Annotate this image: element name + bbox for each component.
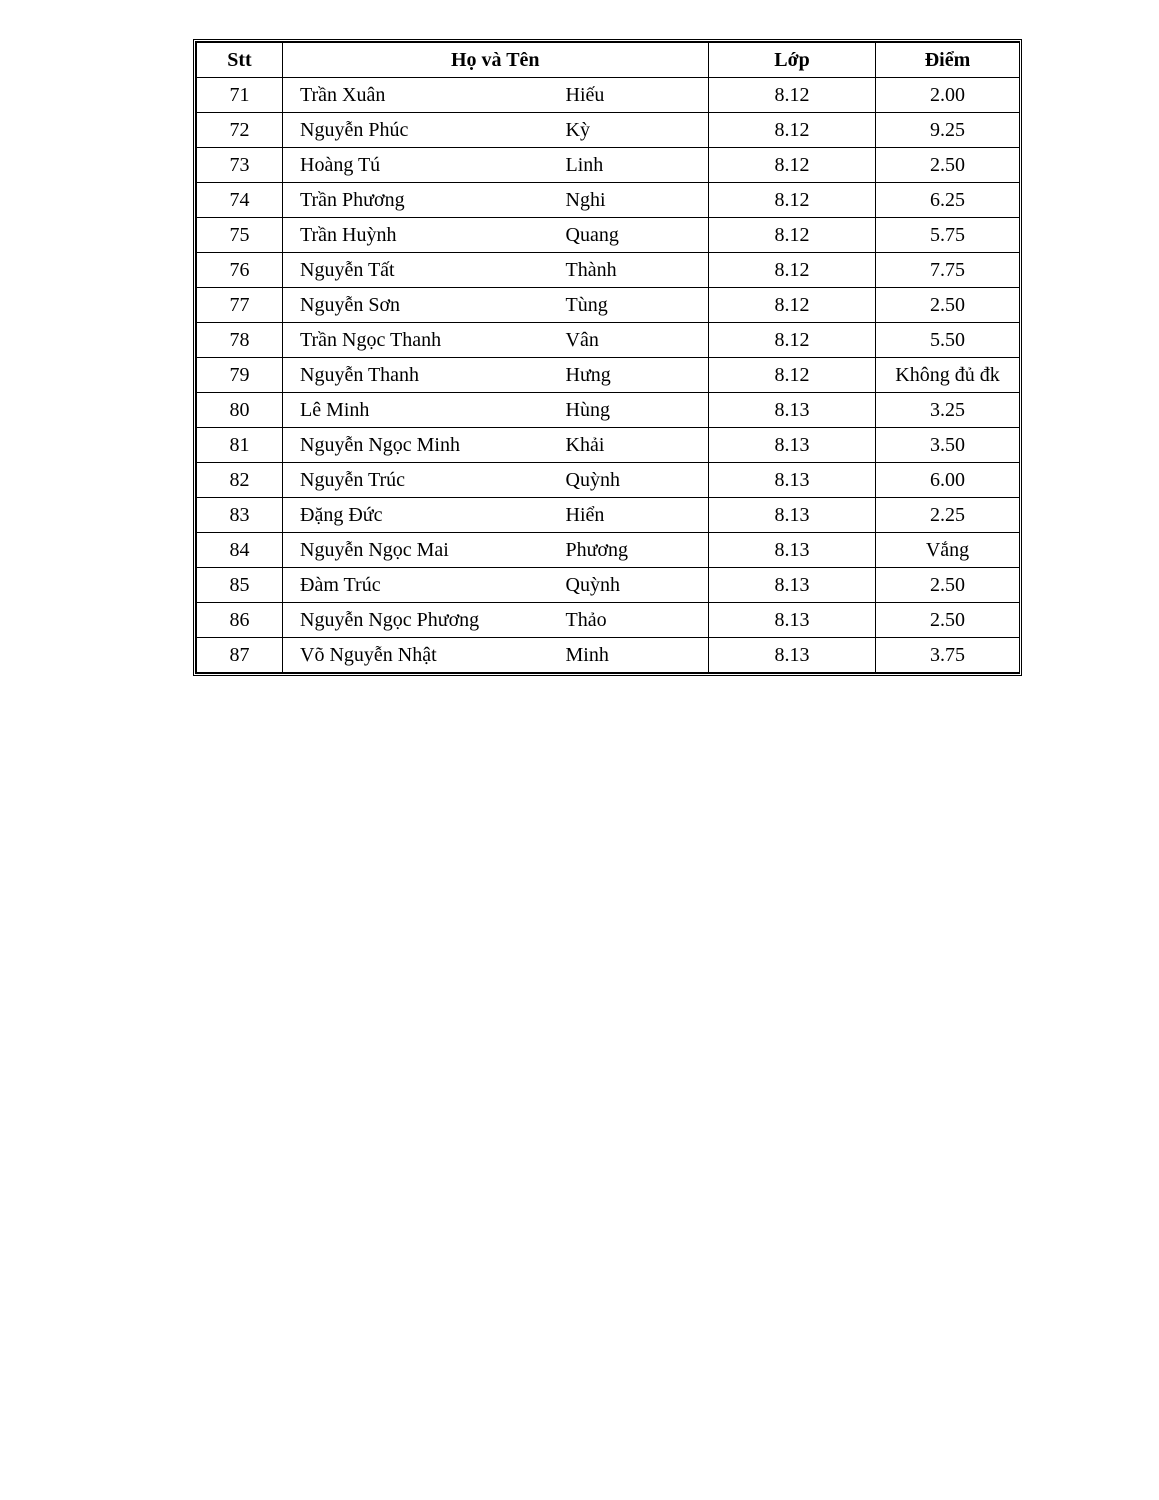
cell-surname: Trần Huỳnh: [283, 218, 549, 253]
table-row: [197, 533, 1020, 568]
cell-surname: Nguyễn Tất: [283, 253, 549, 288]
cell-stt: 71: [197, 78, 283, 113]
cell-score: 5.50: [876, 323, 1020, 358]
cell-score: 2.50: [876, 148, 1020, 183]
cell-stt: 77: [197, 288, 283, 323]
cell-score: 3.50: [876, 428, 1020, 463]
cell-surname: Võ Nguyễn Nhật: [283, 638, 549, 673]
score-table-frame: [193, 39, 1022, 676]
cell-class: 8.12: [709, 358, 876, 393]
cell-class: 8.13: [709, 498, 876, 533]
table-row: [197, 603, 1020, 638]
cell-score: 9.25: [876, 113, 1020, 148]
cell-given-name: Quỳnh: [549, 463, 709, 498]
cell-score: 2.50: [876, 568, 1020, 603]
cell-stt: 79: [197, 358, 283, 393]
table-body: [197, 78, 1020, 673]
cell-score: 3.25: [876, 393, 1020, 428]
cell-stt: 85: [197, 568, 283, 603]
cell-stt: 81: [197, 428, 283, 463]
cell-class: 8.12: [709, 183, 876, 218]
cell-given-name: Minh: [549, 638, 709, 673]
cell-class: 8.12: [709, 148, 876, 183]
cell-score: 5.75: [876, 218, 1020, 253]
cell-surname: Nguyễn Sơn: [283, 288, 549, 323]
cell-stt: 72: [197, 113, 283, 148]
cell-surname: Nguyễn Trúc: [283, 463, 549, 498]
table-row: [197, 253, 1020, 288]
cell-given-name: Hiếu: [549, 78, 709, 113]
cell-given-name: Thảo: [549, 603, 709, 638]
cell-score: 2.00: [876, 78, 1020, 113]
table-row: [197, 78, 1020, 113]
cell-stt: 74: [197, 183, 283, 218]
cell-surname: Nguyễn Thanh: [283, 358, 549, 393]
cell-stt: 76: [197, 253, 283, 288]
cell-given-name: Linh: [549, 148, 709, 183]
cell-score: 2.50: [876, 288, 1020, 323]
cell-class: 8.13: [709, 568, 876, 603]
cell-score: 3.75: [876, 638, 1020, 673]
cell-score: 6.25: [876, 183, 1020, 218]
cell-class: 8.12: [709, 78, 876, 113]
cell-given-name: Hùng: [549, 393, 709, 428]
cell-stt: 73: [197, 148, 283, 183]
cell-given-name: Nghi: [549, 183, 709, 218]
cell-stt: 84: [197, 533, 283, 568]
cell-class: 8.12: [709, 323, 876, 358]
cell-given-name: Quang: [549, 218, 709, 253]
cell-given-name: Thành: [549, 253, 709, 288]
cell-surname: Đặng Đức: [283, 498, 549, 533]
cell-given-name: Hưng: [549, 358, 709, 393]
cell-class: 8.13: [709, 638, 876, 673]
cell-score: Không đủ đk: [876, 358, 1020, 393]
cell-class: 8.12: [709, 288, 876, 323]
cell-given-name: Hiển: [549, 498, 709, 533]
cell-stt: 86: [197, 603, 283, 638]
table-row: [197, 323, 1020, 358]
header-score: Điểm: [876, 43, 1020, 78]
cell-surname: Nguyễn Phúc: [283, 113, 549, 148]
cell-score: 6.00: [876, 463, 1020, 498]
cell-class: 8.13: [709, 533, 876, 568]
cell-stt: 78: [197, 323, 283, 358]
cell-stt: 75: [197, 218, 283, 253]
cell-stt: 83: [197, 498, 283, 533]
cell-given-name: Quỳnh: [549, 568, 709, 603]
cell-surname: Trần Xuân: [283, 78, 549, 113]
table-row: [197, 288, 1020, 323]
cell-given-name: Khải: [549, 428, 709, 463]
cell-class: 8.13: [709, 428, 876, 463]
score-table: [196, 42, 1020, 673]
table-row: [197, 393, 1020, 428]
cell-score: 2.25: [876, 498, 1020, 533]
cell-surname: Nguyễn Ngọc Phương: [283, 603, 549, 638]
table-row: [197, 113, 1020, 148]
cell-class: 8.13: [709, 603, 876, 638]
cell-stt: 87: [197, 638, 283, 673]
table-row: [197, 428, 1020, 463]
cell-score: 2.50: [876, 603, 1020, 638]
cell-surname: Trần Phương: [283, 183, 549, 218]
cell-stt: 80: [197, 393, 283, 428]
table-row: [197, 148, 1020, 183]
cell-surname: Hoàng Tú: [283, 148, 549, 183]
cell-given-name: Kỳ: [549, 113, 709, 148]
cell-surname: Lê Minh: [283, 393, 549, 428]
cell-given-name: Tùng: [549, 288, 709, 323]
table-row: [197, 498, 1020, 533]
cell-given-name: Vân: [549, 323, 709, 358]
cell-given-name: Phương: [549, 533, 709, 568]
table-row: [197, 568, 1020, 603]
cell-surname: Nguyễn Ngọc Minh: [283, 428, 549, 463]
header-stt: Stt: [197, 43, 283, 78]
table-row: [197, 463, 1020, 498]
cell-class: 8.12: [709, 113, 876, 148]
cell-surname: Nguyễn Ngọc Mai: [283, 533, 549, 568]
cell-class: 8.13: [709, 463, 876, 498]
cell-score: 7.75: [876, 253, 1020, 288]
cell-class: 8.12: [709, 218, 876, 253]
header-class: Lớp: [709, 43, 876, 78]
table-header-row: [197, 43, 1020, 78]
cell-surname: Đàm Trúc: [283, 568, 549, 603]
table-row: [197, 638, 1020, 673]
table-row: [197, 358, 1020, 393]
cell-class: 8.12: [709, 253, 876, 288]
cell-stt: 82: [197, 463, 283, 498]
header-full-name: Họ và Tên: [283, 43, 709, 78]
table-row: [197, 183, 1020, 218]
cell-score: Vắng: [876, 533, 1020, 568]
cell-class: 8.13: [709, 393, 876, 428]
table-row: [197, 218, 1020, 253]
cell-surname: Trần Ngọc Thanh: [283, 323, 549, 358]
